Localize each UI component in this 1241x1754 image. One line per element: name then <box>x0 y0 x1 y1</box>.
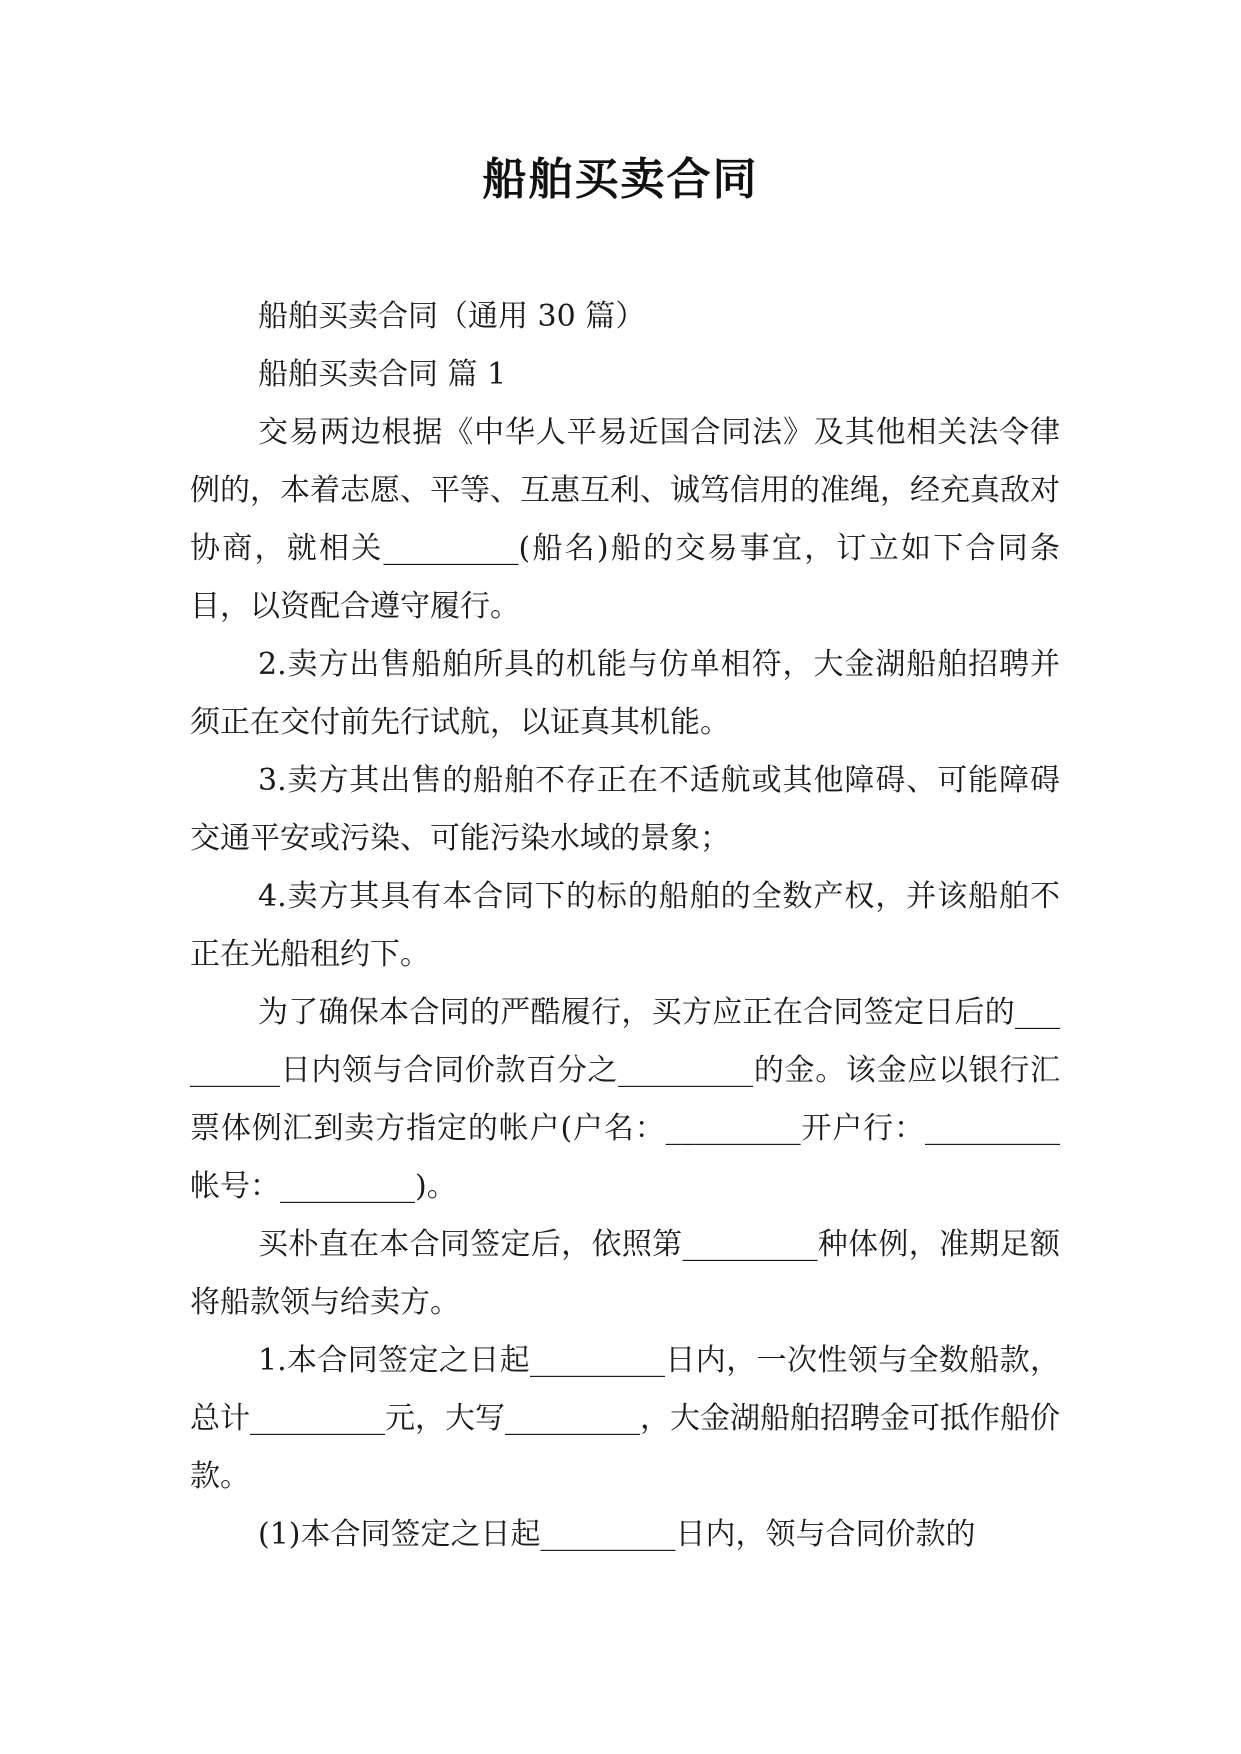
paragraph-section-heading: 船舶买卖合同 篇 1 <box>258 357 507 392</box>
paragraph-payment-option-1: 1.本合同签定之日起_________日内，一次性领与全数船款，总计_________元，大写_________，大金湖船舶招聘金可抵作船价款。 <box>190 1343 1060 1494</box>
paragraph-clause-4: 4.卖方其具有本合同下的标的船舶的全数产权，并该船舶不正在光船租约下。 <box>190 879 1060 972</box>
document-body <box>190 288 1060 1564</box>
paragraph-clause-2: 2.卖方出售船舶所具的机能与仿单相符，大金湖船舶招聘并须正在交付前先行试航，以证真其机能。 <box>190 647 1060 740</box>
document-title: 船舶买卖合同 <box>482 154 759 205</box>
paragraph-deposit: 为了确保本合同的严酷履行，买方应正在合同签定日后的_________日内领与合同价款百分之_________的金。该金应以银行汇票体例汇到卖方指定的帐户(户名：_________开户行：_________帐号：_________)。 <box>190 995 1060 1204</box>
paragraph-subtitle: 船舶买卖合同（通用 30 篇） <box>258 299 646 334</box>
paragraph-clause-3: 3.卖方其出售的船舶不存正在不适航或其他障碍、可能障碍交通平安或污染、可能污染水域的景象； <box>190 763 1060 856</box>
paragraph-payment-method: 买朴直在本合同签定后，依照第_________种体例，准期足额将船款领与给卖方。 <box>190 1227 1060 1320</box>
paragraph-intro: 交易两边根据《中华人平易近国合同法》及其他相关法令律例的，本着志愿、平等、互惠互利、诚笃信用的准绳，经充真敌对协商，就相关_________(船名)船的交易事宜，订立如下合同条目，以资配合遵守履行。 <box>190 415 1060 624</box>
paragraph-payment-sub-1: (1)本合同签定之日起_________日内，领与合同价款的 <box>258 1517 976 1552</box>
